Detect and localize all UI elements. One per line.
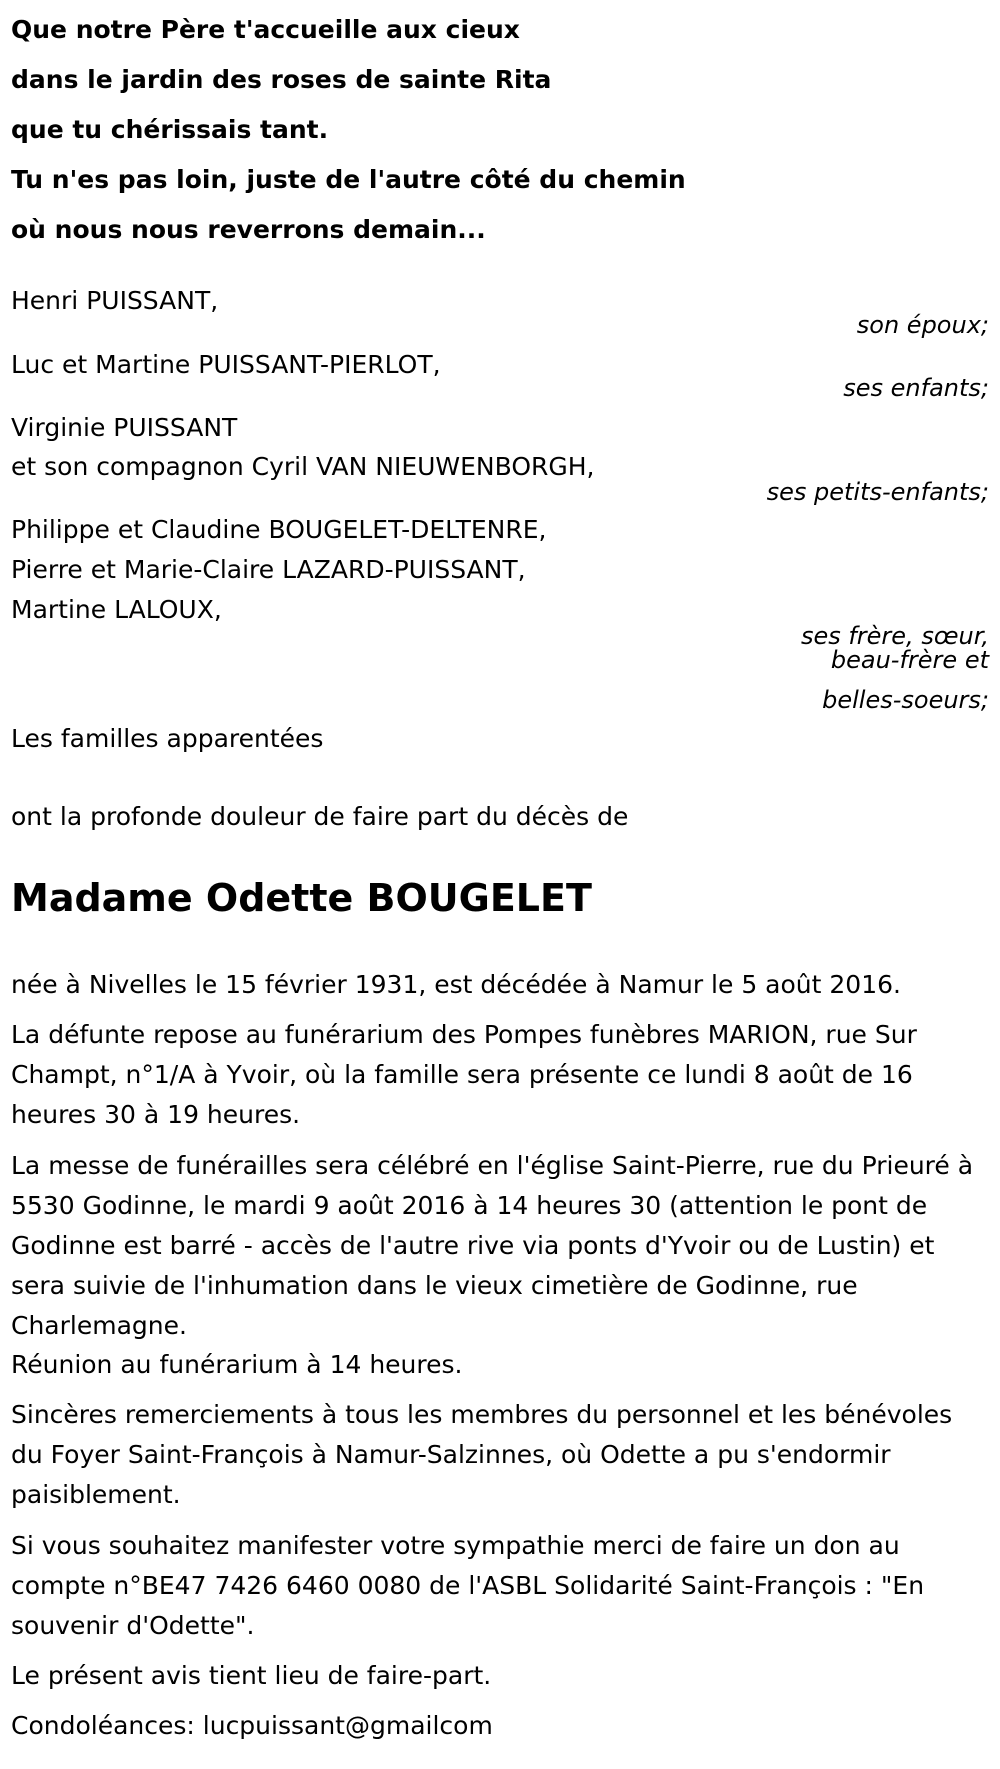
family-siblings-relation-1: ses frère, sœur, (800, 622, 989, 650)
family-grandchildren-relation: ses petits-enfants; (766, 478, 989, 506)
poem-line: dans le jardin des roses de sainte Rita (11, 65, 552, 94)
announcement-text: ont la profonde douleur de faire part du décès de (11, 802, 629, 831)
family-spouse-name: Henri PUISSANT, (11, 286, 219, 315)
thanks-paragraph: Sincères remerciements à tous les membres du personnel et les bénévoles du Foyer Saint-François à Namur-Salzinnes, où Odette a pu s'endormir paisiblement. (11, 1400, 953, 1509)
deceased-name: Madame Odette BOUGELET (11, 876, 592, 920)
meeting-paragraph: Réunion au funérarium à 14 heures. (11, 1350, 463, 1379)
mass-paragraph: La messe de funérailles sera célébré en l'église Saint-Pierre, rue du Prieuré à 5530 Godinne, le mardi 9 août 2016 à 14 heures 30 (attention le pont de Godinne est barré - accès de l'autre rive via ponts d'Yvoir ou de Lustin) et sera suivie de l'inhumation dans le vieux cimetière de Godinne, rue Charlemagne. (11, 1151, 974, 1340)
poem (11, 5, 911, 255)
funeral-home-paragraph: La défunte repose au funérarium des Pompes funèbres MARION, rue Sur Champt, n°1/A à Yvoir, où la famille sera présente ce lundi 8 août de 16 heures 30 à 19 heures. (11, 1020, 917, 1129)
family-siblings-relation-3: belles-soeurs; (822, 686, 989, 714)
notice-paragraph: Le présent avis tient lieu de faire-part. (11, 1661, 492, 1690)
family-children-name: Luc et Martine PUISSANT-PIERLOT, (11, 350, 441, 379)
poem-line: où nous nous reverrons demain... (11, 215, 486, 244)
birth-death-paragraph: née à Nivelles le 15 février 1931, est décédée à Namur le 5 août 2016. (11, 970, 901, 999)
family-spouse-relation: son époux; (856, 311, 989, 339)
poem-line: que tu chérissais tant. (11, 115, 329, 144)
poem-line: Que notre Père t'accueille aux cieux (11, 15, 520, 44)
family-siblings-name-2: Pierre et Marie-Claire LAZARD-PUISSANT, (11, 555, 526, 584)
family-children-relation: ses enfants; (843, 374, 989, 402)
donation-paragraph: Si vous souhaitez manifester votre sympathie merci de faire un don au compte n°BE47 7426 6460 0080 de l'ASBL Solidarité Saint-François : "En souvenir d'Odette". (11, 1531, 925, 1640)
family-siblings-relation-2: beau-frère et (830, 646, 989, 674)
condolences-paragraph: Condoléances: lucpuissant@gmailcom (11, 1711, 493, 1740)
related-families: Les familles apparentées (11, 724, 324, 753)
poem-line: Tu n'es pas loin, juste de l'autre côté du chemin (11, 165, 686, 194)
family-grandchildren-name-2: et son compagnon Cyril VAN NIEUWENBORGH, (11, 452, 595, 481)
family-siblings-name-3: Martine LALOUX, (11, 595, 222, 624)
family-siblings-name-1: Philippe et Claudine BOUGELET-DELTENRE, (11, 515, 547, 544)
family-grandchildren-name-1: Virginie PUISSANT (11, 413, 238, 442)
